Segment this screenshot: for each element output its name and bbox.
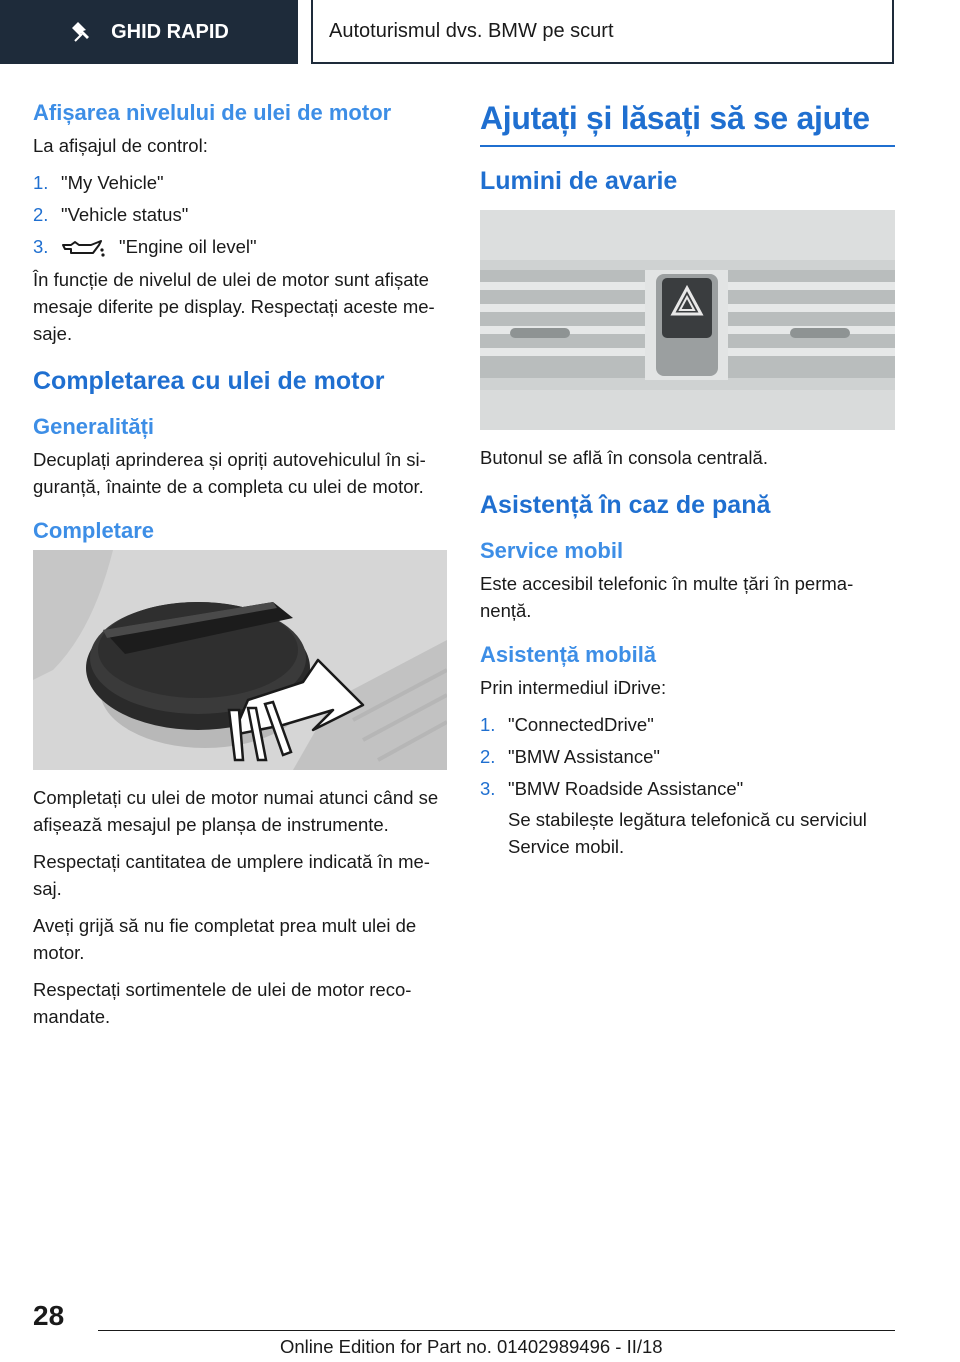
general-heading: Generalități <box>33 414 155 439</box>
fill-paragraph: Respectați sortimentele de ulei de motor reco-mandate. <box>33 979 412 1027</box>
list-item <box>480 743 895 770</box>
header-section-tab <box>0 0 298 64</box>
fill-paragraph: Completați cu ulei de motor numai atunci când se afișează mesajul pe planșa de instrumente. <box>33 787 439 835</box>
fill-paragraph: Aveți grijă să nu fie completat prea mult ulei de motor. <box>33 915 417 963</box>
header-chapter-bar <box>311 0 894 64</box>
oil-level-intro: La afișajul de control: <box>33 135 208 156</box>
list-item <box>33 201 447 228</box>
footer-edition: Online Edition for Part no. 01402989496 - II/18 <box>280 1336 663 1357</box>
footer-divider <box>98 1330 895 1331</box>
header-section-label: GHID RAPID <box>111 20 229 43</box>
refill-heading: Completarea cu ulei de motor <box>33 367 385 395</box>
right-column <box>480 100 895 870</box>
assist-intro: Prin intermediul iDrive: <box>480 677 667 698</box>
chapter-title: Ajutați și lăsați să se ajute <box>480 100 895 147</box>
list-item <box>480 775 895 802</box>
step-number: 3. <box>33 236 49 257</box>
step-text: "ConnectedDrive" <box>508 714 654 735</box>
step-text: "Vehicle status" <box>61 204 189 225</box>
service-heading: Service mobil <box>480 538 624 563</box>
general-body: Decuplați aprinderea și opriți autovehiculul în si-guranță, înainte de a completa cu ulei de motor. <box>33 449 426 497</box>
page-number: 28 <box>33 1300 65 1331</box>
assist-heading: Asistență mobilă <box>480 642 657 667</box>
step-text: "BMW Assistance" <box>508 746 660 767</box>
hazard-caption: Butonul se află în consola centrală. <box>480 447 768 468</box>
header-chapter-label: Autoturismul dvs. BMW pe scurt <box>329 19 614 42</box>
oil-can-icon <box>61 237 105 259</box>
left-column <box>33 100 447 1040</box>
fill-paragraph: Respectați cantitatea de umplere indicată în me-saj. <box>33 851 430 899</box>
step-number: 1. <box>33 172 49 193</box>
hazard-button-photo <box>480 210 895 430</box>
assist-steps <box>480 711 895 802</box>
step-text: "BMW Roadside Assistance" <box>508 778 744 799</box>
fill-heading: Completare <box>33 518 155 543</box>
assist-result: Se stabilește legătura telefonică cu serviciul Service mobil. <box>508 809 867 857</box>
step-text: "Engine oil level" <box>119 236 257 257</box>
step-number: 3. <box>480 778 496 799</box>
oil-filler-cap-illustration <box>33 550 447 770</box>
list-item <box>33 169 447 196</box>
list-item <box>33 233 447 260</box>
oil-level-heading: Afișarea nivelului de ulei de motor <box>33 100 392 125</box>
step-text-with-icon <box>61 233 447 260</box>
oil-level-steps <box>33 169 447 260</box>
oil-level-body: În funcție de nivelul de ulei de motor sunt afișate mesaje diferite pe display. Respectați aceste me-saje. <box>33 269 435 344</box>
hazard-heading: Lumini de avarie <box>480 167 678 195</box>
pushpin-icon <box>69 19 95 45</box>
step-number: 2. <box>480 746 496 767</box>
breakdown-heading: Asistență în caz de pană <box>480 491 771 519</box>
step-text: "My Vehicle" <box>61 172 164 193</box>
service-body: Este accesibil telefonic în multe țări în perma-nență. <box>480 573 854 621</box>
list-item <box>480 711 895 738</box>
step-number: 1. <box>480 714 496 735</box>
step-number: 2. <box>33 204 49 225</box>
